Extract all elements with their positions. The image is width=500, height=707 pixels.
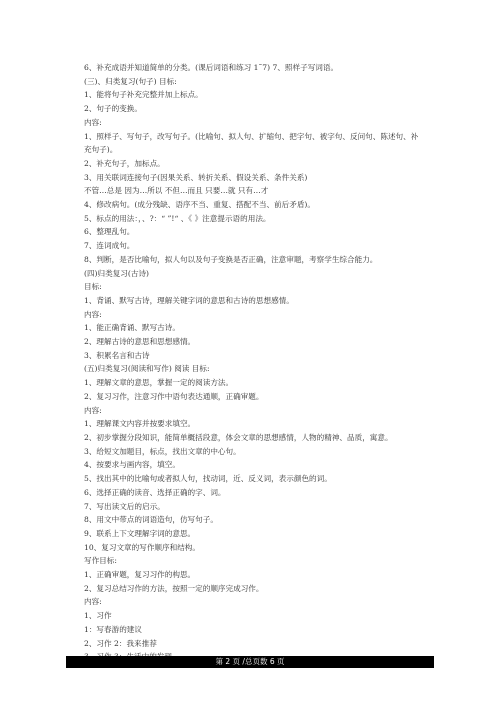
text-line: 8、用文中带点的词语造句，仿写句子。	[84, 515, 218, 525]
text-line: 6、整理乱句。	[84, 227, 135, 237]
text-line: 6、补充成语并知道简单的分类。(课后词语和练习 1˜7) 7、照样子写词语。	[84, 63, 339, 72]
text-line: 9、联系上下文理解字词的意思。	[84, 528, 196, 538]
text-line: 写作目标:	[84, 556, 117, 566]
text-line: 2、初步掌握分段知识，能简单概括段意，体会文章的思想感情，人物的精神、品质，寓意。	[84, 432, 393, 442]
text-line: 1、照样子、写句子，改写句子。(比喻句、拟人句、扩缩句、把字句、被字句、反问句、陈述句、补充句子)。	[84, 131, 419, 155]
text-line: 不管…总是 因为…所以 不但…而且 只要…就 只有…才	[84, 186, 269, 196]
document-body	[84, 61, 424, 664]
text-line: 3、积累名言和古诗	[84, 350, 150, 360]
text-line: 1：写春游的建议	[84, 624, 142, 634]
page-number-label: 第 2 页 /总页数 6 页	[215, 657, 285, 666]
text-line: 1、习作	[84, 611, 112, 621]
text-line: 3、用关联词连接句子(因果关系、转折关系、假设关系、条件关系)	[84, 172, 308, 182]
section-heading: (五)归类复习(阅读和写作) 阅读 目标:	[84, 364, 210, 374]
text-line: 1、理解课文内容并按要求填空。	[84, 419, 196, 429]
text-line: 2、补充句子，加标点。	[84, 158, 165, 168]
section-heading: (三)、归类复习(句子) 目标:	[84, 76, 177, 86]
section-heading: (四)归类复习(古诗)	[84, 268, 150, 278]
text-line: 1、背诵、默写古诗，理解关键字词的意思和古诗的思想感情。	[84, 295, 294, 305]
text-line: 内容:	[84, 117, 102, 127]
text-line: 4、按要求与画内容，填空。	[84, 460, 180, 470]
text-line: 1、能将句子补充完整并加上标点。	[84, 90, 203, 100]
page-footer	[66, 656, 434, 668]
text-line: 1、正确审题，复习习作的构思。	[84, 570, 196, 580]
text-line: 8、判断，是否比喻句，拟人句以及句子变换是否正确，注意审题，考察学生综合能力。	[84, 254, 378, 264]
text-line: 10、复习文章的写作顺序和结构。	[84, 542, 200, 552]
text-line: 7、连词成句。	[84, 241, 135, 251]
text-line: 5、标点的用法：，、?：“ ”!“ 、《 》注意提示语的用法。	[84, 213, 271, 223]
text-line: 1、理解文章的意思，掌握一定的阅读方法。	[84, 378, 234, 388]
text-line: 4、修改病句。(成分残缺、语序不当、重复、搭配不当、前后矛盾)。	[84, 200, 315, 210]
text-line: 5、找出其中的比喻句或者拟人句，找动词，近、反义词，表示颜色的词。	[84, 474, 332, 484]
text-line: 7、写出读文后的启示。	[84, 501, 165, 511]
text-line: 6、选择正确的读音、选择正确的字、词。	[84, 487, 226, 497]
text-line: 2、理解古诗的意思和思想感情。	[84, 337, 196, 347]
text-line: 2、习作 2：我来推荐	[84, 638, 157, 648]
text-line: 内容:	[84, 597, 102, 607]
text-line: 3、给短文加题目，标点，找出文章的中心句。	[84, 446, 241, 456]
text-line: 目标:	[84, 282, 102, 292]
text-line: 内容:	[84, 309, 102, 319]
text-line: 2、复习习作，注意习作中语句表达通顺，正确审题。	[84, 391, 264, 401]
text-line: 内容:	[84, 405, 102, 415]
text-line: 2、句子的变换。	[84, 104, 142, 114]
text-line: 1、能正确背诵、默写古诗。	[84, 323, 180, 333]
text-line: 2、复习总结习作的方法，按照一定的顺序完成习作。	[84, 583, 264, 593]
